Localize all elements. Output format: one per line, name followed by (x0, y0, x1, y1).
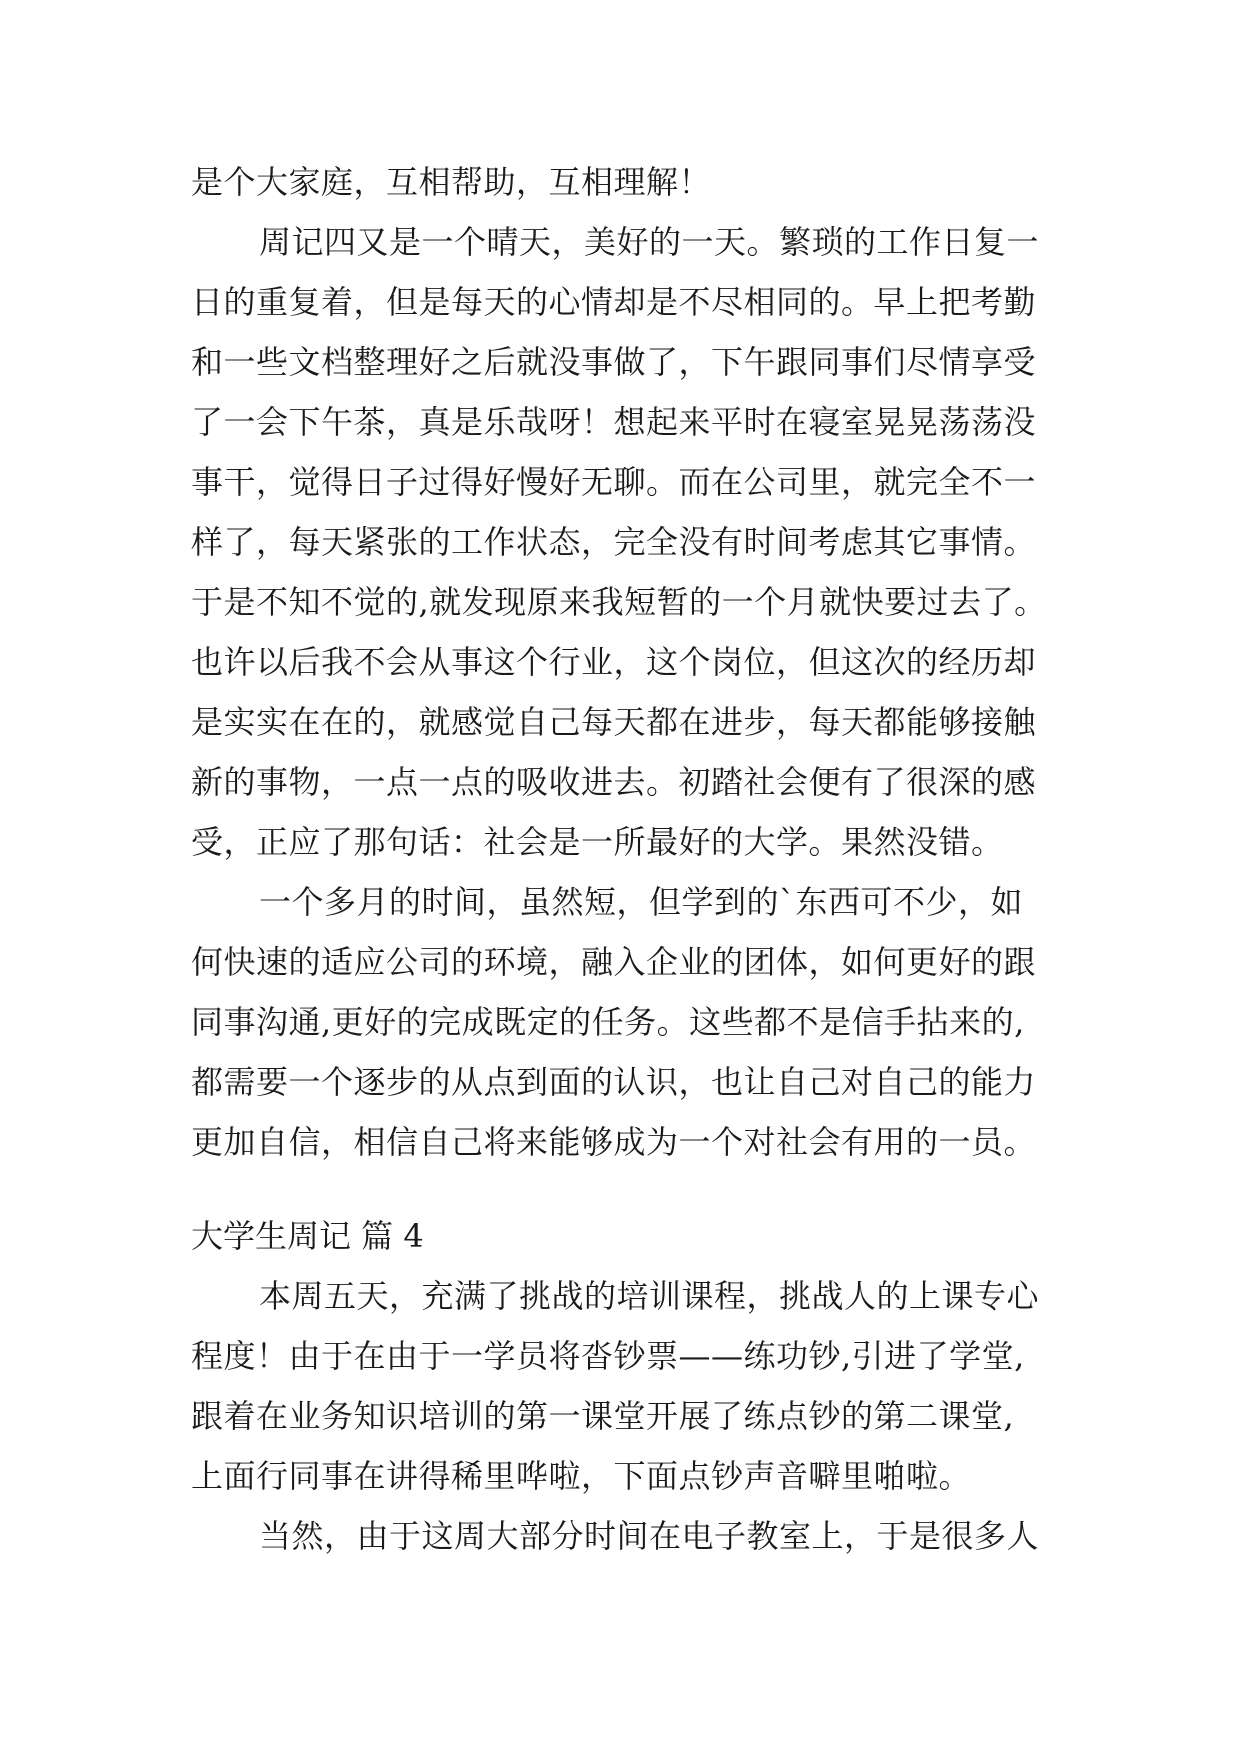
text-line: 同事沟通,更好的完成既定的任务。这些都不是信手拈来的, (191, 1003, 1025, 1041)
text-line: 跟着在业务知识培训的第一课堂开展了练点钞的第二课堂, (191, 1397, 1015, 1435)
text-line: 也许以后我不会从事这个行业，这个岗位，但这次的经历却 (191, 643, 1037, 681)
paragraph-start-line: 一个多月的时间，虽然短，但学到的`东西可不少，如 (259, 883, 1024, 921)
text-line: 是个大家庭，互相帮助，互相理解！ (191, 163, 712, 201)
text-line: 程度！由于在由于一学员将沓钞票——练功钞,引进了学堂, (191, 1337, 1025, 1375)
text-line: 于是不知不觉的,就发现原来我短暂的一个月就快要过去了。 (191, 583, 1047, 621)
paragraph-start-line: 当然，由于这周大部分时间在电子教室上，于是很多人 (259, 1517, 1040, 1555)
text-line: 是实实在在的，就感觉自己每天都在进步，每天都能够接触 (191, 703, 1037, 741)
text-line: 日的重复着，但是每天的心情却是不尽相同的。早上把考勤 (191, 283, 1037, 321)
text-line: 和一些文档整理好之后就没事做了，下午跟同事们尽情享受 (191, 343, 1037, 381)
body-text-section-2 (191, 1266, 1061, 1566)
text-line: 上面行同事在讲得稀里哗啦，下面点钞声音噼里啪啦。 (191, 1457, 972, 1495)
text-line: 受，正应了那句话：社会是一所最好的大学。果然没错。 (191, 823, 1004, 861)
paragraph-start-line: 本周五天，充满了挑战的培训课程，挑战人的上课专心 (259, 1277, 1040, 1315)
text-line: 了一会下午茶，真是乐哉呀！想起来平时在寝室晃晃荡荡没 (191, 403, 1037, 441)
paragraph-start-line: 周记四又是一个晴天，美好的一天。繁琐的工作日复一 (259, 223, 1040, 261)
section-heading: 大学生周记 篇 4 (191, 1217, 424, 1255)
text-line: 都需要一个逐步的从点到面的认识，也让自己对自己的能力 (191, 1063, 1037, 1101)
body-text-section-1 (191, 152, 1061, 1172)
text-line: 样了，每天紧张的工作状态，完全没有时间考虑其它事情。 (191, 523, 1037, 561)
text-line: 何快速的适应公司的环境，融入企业的团体，如何更好的跟 (191, 943, 1037, 981)
text-line: 更加自信，相信自己将来能够成为一个对社会有用的一员。 (191, 1123, 1037, 1161)
text-line: 新的事物，一点一点的吸收进去。初踏社会便有了很深的感 (191, 763, 1037, 801)
text-line: 事干，觉得日子过得好慢好无聊。而在公司里，就完全不一 (191, 463, 1037, 501)
